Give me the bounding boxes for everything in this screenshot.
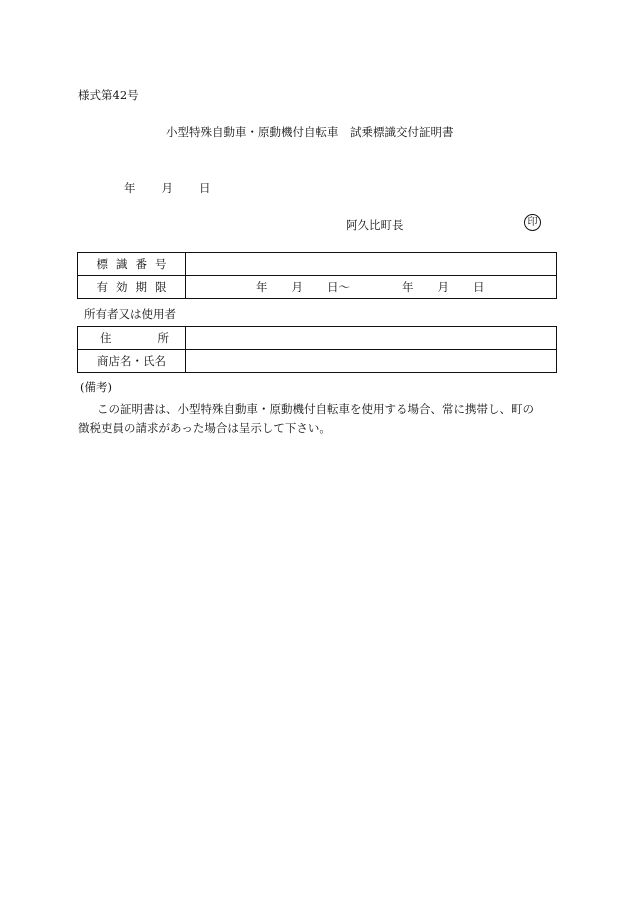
address-label: 住 所 [78,327,186,350]
shop-name-label: 商店名・氏名 [78,350,186,373]
expiry-label: 有効期限 [78,276,186,299]
document-title: 小型特殊自動車・原動機付自転車 試乗標識交付証明書 [166,125,454,139]
issue-month: 月 [161,181,173,195]
shop-name-value [186,350,557,373]
owner-table [77,326,557,373]
sign-info-table [77,252,557,299]
address-value [186,327,557,350]
issue-date [124,180,211,196]
issuer-name: 阿久比町長 [346,218,404,232]
table-row [78,276,557,299]
table-row [78,350,557,373]
issue-year: 年 [124,181,136,195]
form-number: 様式第42号 [78,88,139,102]
sign-number-label: 標識番号 [78,253,186,276]
table-row [78,253,557,276]
seal-mark: 印 [524,214,541,231]
owner-heading: 所有者又は使用者 [84,307,176,321]
remarks-heading: (備考) [80,380,112,394]
sign-number-value [186,253,557,276]
remarks-line-1: この証明書は、小型特殊自動車・原動機付自転車を使用する場合、常に携帯し、町の [97,402,534,416]
table-row [78,327,557,350]
remarks-line-2: 徴税吏員の請求があった場合は呈示して下さい。 [78,421,331,435]
issue-day: 日 [199,181,211,195]
expiry-period: 年 月 日〜 年 月 日 [186,276,557,299]
